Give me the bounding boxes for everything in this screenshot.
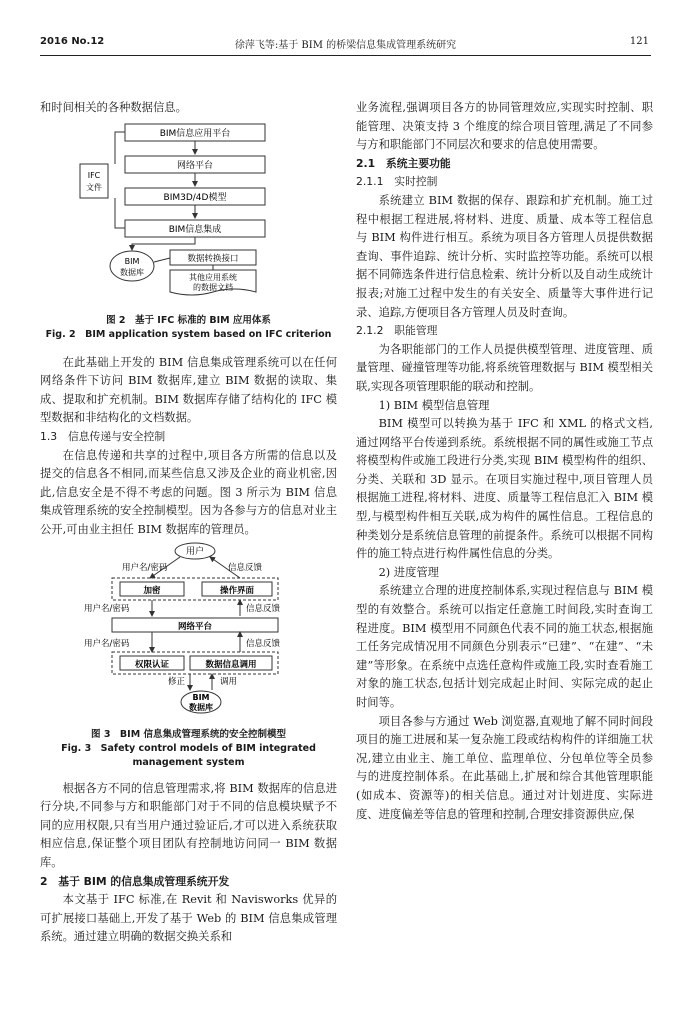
fig3-mid-right-label: 信息反馈 <box>246 603 281 614</box>
fig3-mid-left-label: 用户名/密码 <box>84 603 130 614</box>
fig2-converter-link <box>154 258 170 262</box>
fig2-ifc-file <box>80 164 108 198</box>
right-paragraph-1: 系统建立 BIM 数据的保存、跟踪和扩充机制。施工过程中根据工程进展,将材料、进度、质量、成本等工程信息与 BIM 构件进行相互。系统为项目各方管理人员提供数据查询、事件追踪、统计分析、实时监控等功能。系统可以根据不同筛选条件进行信息检索、统计分析以及自动生成统计报表;对施工过程中发生的有关安全、质量等大事件进行记录、追踪,方便项目各方管理人员及时查询。 <box>356 193 653 319</box>
section-2-heading: 2 基于 BIM 的信息集成管理系统开发 <box>40 874 230 888</box>
fig3-op-ui-box <box>202 582 272 596</box>
figure-2-diagram <box>40 118 337 298</box>
fig2-db-line2: 数据库 <box>120 267 144 277</box>
fig2-box-network <box>125 156 265 173</box>
fig3-network-box <box>112 618 278 632</box>
fig3-caption-cn: 图 3 BIM 信息集成管理系统的安全控制模型 <box>91 728 286 740</box>
fig2-label-app-platform: BIM信息应用平台 <box>159 128 231 139</box>
fig3-db-line2: 数据库 <box>189 702 213 712</box>
fig2-box-model <box>125 188 265 205</box>
section-2-1-2-heading: 2.1.2 职能管理 <box>356 324 438 338</box>
fig3-data-call-label: 数据信息调用 <box>205 659 257 670</box>
header-rule <box>40 55 651 56</box>
fig2-label-converter: 数据转换接口 <box>187 253 239 264</box>
fig3-encrypt-box <box>120 582 184 596</box>
paragraph-4: 本文基于 IFC 标准,在 Revit 和 Navisworks 优异的可扩展接口基础上,开发了基于 Web 的 BIM 信息集成管理系统。通过建立明确的数据交换关系和 <box>40 893 337 944</box>
section-1-3-heading: 1.3 信息传递与安全控制 <box>40 429 166 443</box>
fig2-caption-en: Fig. 2 BIM application system based on IFC criterion <box>45 328 332 340</box>
running-title: 徐萍飞等:基于 BIM 的桥梁信息集成管理系统研究 <box>234 40 457 51</box>
fig2-box-app-platform <box>125 124 265 141</box>
fig3-caption-en-2: management system <box>132 756 245 768</box>
fig2-arrow-db <box>132 237 195 250</box>
fig2-ifc-line2: 文件 <box>86 182 102 192</box>
fig2-label-network: 网络平台 <box>176 160 214 171</box>
fig3-network-label: 网络平台 <box>177 621 213 632</box>
section-2-1-1-heading: 2.1.1 实时控制 <box>356 175 438 189</box>
fig3-auth-box <box>120 656 184 670</box>
right-paragraph-2: 为各职能部门的工作人员提供模型管理、进度管理、质量管理、碰撞管理等功能,将系统管理数据与 BIM 模型相关联,实现各项管理职能的联动和控制。 <box>356 342 653 393</box>
fig2-caption-cn: 图 2 基于 IFC 标准的 BIM 应用体系 <box>106 314 271 326</box>
fig3-op-ui-label: 操作界面 <box>219 585 255 596</box>
fig2-ifc-link-bottom <box>115 198 125 228</box>
section-2-1-heading: 2.1 系统主要功能 <box>356 156 451 170</box>
fig3-user <box>175 543 215 559</box>
fig2-box-converter <box>170 250 256 265</box>
right-column <box>356 99 653 824</box>
right-paragraph-4: 系统建立合理的进度控制体系,实现过程信息与 BIM 模型的有效整合。系统可以指定任意施工时间段,实时查询工程进度。BIM 模型用不同颜色代表不同的施工状态,根据施工任务完成情况用不同颜色分别表示“已建”、“在建”、“未建”等形象。在系统中点选任意构件或施工段,实时查看施工对象的施工状态,包括计划完成起止时间、实际完成的起止时间等。 <box>356 584 653 709</box>
fig2-database <box>110 251 154 281</box>
fig2-label-integration: BIM信息集成 <box>168 224 222 235</box>
fig3-auth-label: 权限认证 <box>134 659 170 670</box>
fig2-other-docs <box>170 270 256 295</box>
fig3-low-right-label: 信息反馈 <box>246 638 281 649</box>
fig2-box-integration <box>125 220 265 237</box>
fig3-user-label: 用户 <box>185 546 205 557</box>
fig2-db-line1: BIM <box>124 256 140 266</box>
page-number: 121 <box>629 36 649 47</box>
fig3-top-right-label: 信息反馈 <box>228 562 263 573</box>
fig3-low-left-label: 用户名/密码 <box>84 638 130 649</box>
fig2-ifc-line1: IFC <box>87 170 101 180</box>
fig3-call-label: 调用 <box>220 676 238 687</box>
fig3-data-call-box <box>190 656 272 670</box>
right-paragraph-3: BIM 模型可以转换为基于 IFC 和 XML 的格式文档,通过网络平台传递到系统。系统根据不同的属性或施工节点将模型构件或施工段进行分类,实现 BIM 模型构件的组织、分类、关联和 3D 显示。在项目实施过程中,项目管理人员根据施工进程,将材料、进度、质量等工程信息汇入 BIM 模型,与模型构件相互关联,成为构件的属性信息。工程信息的种类划分是系统信息管理的前提条件。系统可以根据不同构件的施工特点进行构件属性信息的分类。 <box>356 417 653 561</box>
figure-2 <box>40 118 337 298</box>
fig3-top-left-label: 用户名/密码 <box>122 562 168 573</box>
fig2-label-model: BIM3D/4D模型 <box>163 192 227 203</box>
fig3-db-line1: BIM <box>192 692 210 702</box>
intro-line: 和时间相关的各种数据信息。 <box>40 101 187 114</box>
left-column <box>40 99 337 947</box>
figure-3-diagram <box>40 542 337 714</box>
fig3-database <box>181 691 221 713</box>
journal-issue: 2016 No.12 <box>40 36 105 47</box>
fig2-doc-line2: 的数据文档 <box>193 282 233 292</box>
paragraph-3: 根据各方不同的信息管理需求,将 BIM 数据库的信息进行分块,不同参与方和职能部门对于不同的信息模块赋予不同的应用权限,只有当用户通过验证后,才可以进入系统获取相应信息,保证整个项目团队有控制地访问同一 BIM 数据库。 <box>40 781 337 869</box>
right-paragraph-0: 业务流程,强调项目各方的协同管理效应,实现实时控制、职能管理、决策支持 3 个维度的综合项目管理,满足了不同参与方和职能部门不同层次和要求的信息使用需要。 <box>356 101 653 152</box>
item-schedule-mgmt: 2) 进度管理 <box>378 565 439 579</box>
fig3-modify-label: 修正 <box>168 676 186 687</box>
right-paragraph-5: 项目各参与方通过 Web 浏览器,直观地了解不同时间段项目的施工进展和某一复杂施工段或结构构件的详细施工状况,建立由业主、施工单位、监理单位、分包单位等全员参与的进度控制体系。在此基础上,扩展和综合其他管理职能(如成本、资源等)的相关信息。通过对计划进度、实际进度、进度偏差等信息的管理和控制,合理安排资源供应,保 <box>356 714 653 821</box>
paragraph-2: 在信息传递和共享的过程中,项目各方所需的信息以及提交的信息各不相同,而某些信息又涉及企业的商业机密,因此,信息安全是不得不考虑的问题。图 3 所示为 BIM 信息集成管理系统的安全控制模型。因为各参与方的信息对业主公开,可由业主担任 BIM 数据库的管理员。 <box>40 448 337 536</box>
fig2-ifc-link-top <box>115 132 125 164</box>
fig2-doc-line1: 其他应用系统 <box>189 272 237 282</box>
item-bim-model-info: 1) BIM 模型信息管理 <box>378 398 490 412</box>
paragraph-1: 在此基础上开发的 BIM 信息集成管理系统可以在任何网络条件下访问 BIM 数据库,建立 BIM 数据的读取、集成、提取和扩充机制。BIM 数据库存储了结构化的 IFC 模型数据和非结构化的文档数据。 <box>40 355 337 425</box>
fig3-encrypt-label: 加密 <box>143 585 161 596</box>
figure-3 <box>40 542 337 714</box>
fig3-caption-en-1: Fig. 3 Safety control models of BIM integrated <box>61 742 316 754</box>
running-header <box>0 36 691 50</box>
